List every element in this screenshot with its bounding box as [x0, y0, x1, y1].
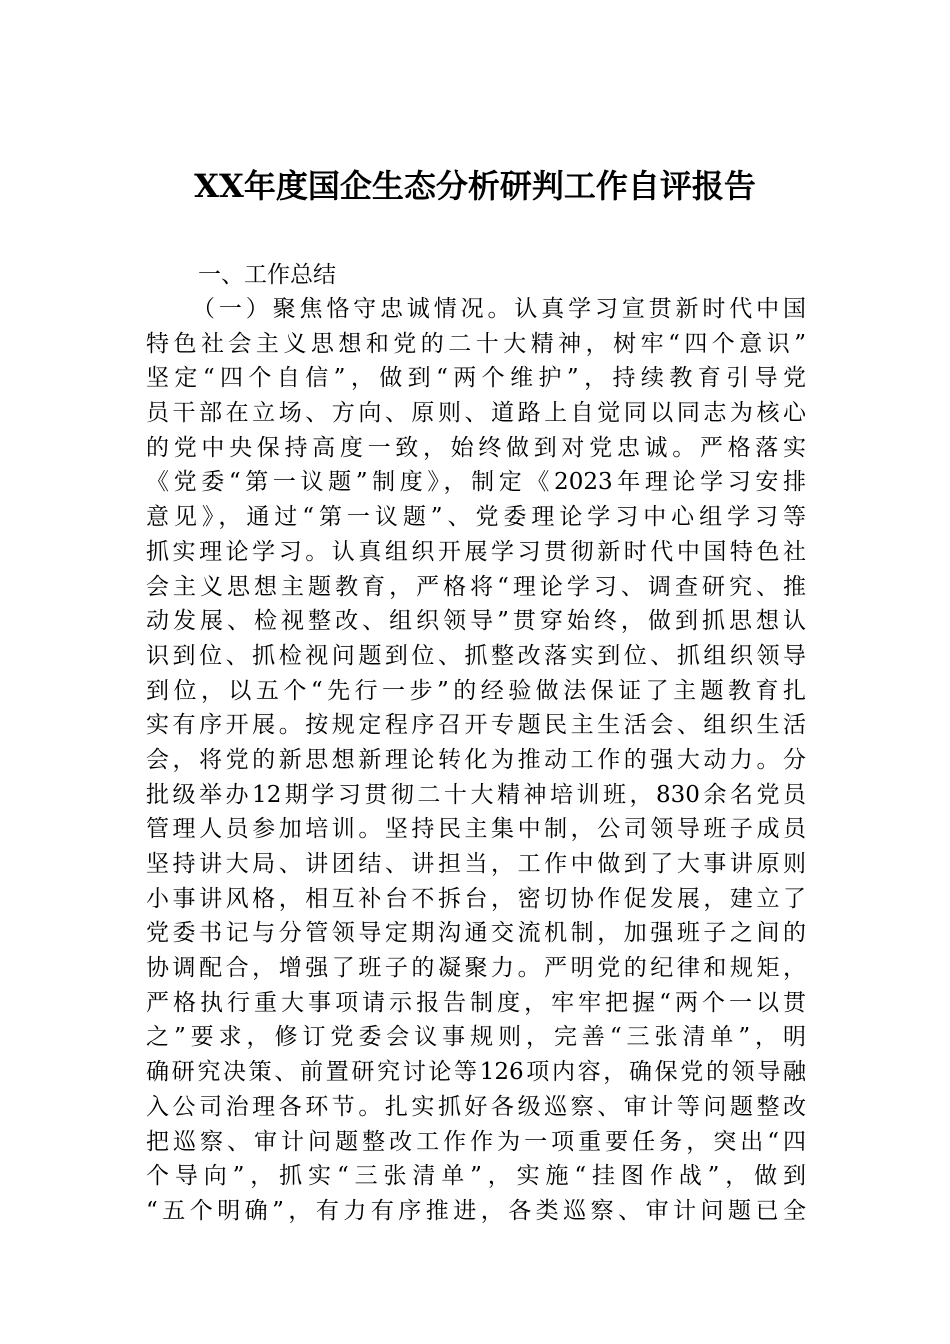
paragraph-line: 特色社会主义思想和党的二十大精神，树牢“四个意识” — [146, 330, 806, 357]
paragraph-line: 把巡察、审计问题整改工作作为一项重要任务，突出“四 — [146, 1128, 806, 1155]
paragraph-line: 《党委“第一议题”制度》，制定《2023年理论学习安排 — [146, 469, 806, 496]
paragraph-line: 实有序开展。按规定程序召开专题民主生活会、组织生活 — [146, 712, 806, 739]
paragraph-line: （一）聚焦恪守忠诚情况。认真学习宣贯新时代中国 — [192, 296, 806, 322]
paragraph-line: 批级举办12期学习贯彻二十大精神培训班，830余名党员 — [146, 781, 806, 808]
paragraph-line: 严格执行重大事项请示报告制度，牢牢把握“两个一以贯 — [146, 989, 806, 1016]
paragraph-line: 抓实理论学习。认真组织开展学习贯彻新时代中国特色社 — [146, 538, 806, 565]
paragraph-line: 协调配合，增强了班子的凝聚力。严明党的纪律和规矩， — [146, 955, 806, 982]
paragraph-line: 的党中央保持高度一致，始终做到对党忠诚。严格落实 — [146, 434, 806, 461]
paragraph-line: 个导向”，抓实“三张清单”，实施“挂图作战”，做到 — [146, 1163, 806, 1190]
paragraph-line: 动发展、检视整改、组织领导”贯穿始终，做到抓思想认 — [146, 608, 806, 635]
paragraph-line: 之”要求，修订党委会议事规则，完善“三张清单”，明 — [146, 1024, 806, 1051]
paragraph-line: 到位，以五个“先行一步”的经验做法保证了主题教育扎 — [146, 677, 806, 704]
paragraph-line: 小事讲风格，相互补台不拆台，密切协作促发展，建立了 — [146, 885, 806, 912]
paragraph-line: “五个明确”，有力有序推进，各类巡察、审计问题已全 — [146, 1197, 806, 1224]
paragraph-line: 管理人员参加培训。坚持民主集中制，公司领导班子成员 — [146, 816, 806, 843]
paragraph-line: 识到位、抓检视问题到位、抓整改落实到位、抓组织领导 — [146, 642, 806, 669]
paragraph-line: 入公司治理各环节。扎实抓好各级巡察、审计等问题整改 — [146, 1093, 806, 1120]
paragraph-line: 会主义思想主题教育，严格将“理论学习、调查研究、推 — [146, 573, 806, 600]
body-paragraph — [146, 292, 806, 1229]
paragraph-line: 会，将党的新思想新理论转化为推动工作的强大动力。分 — [146, 746, 806, 773]
paragraph-line: 确研究决策、前置研究讨论等126项内容，确保党的领导融 — [146, 1059, 806, 1086]
paragraph-line: 党委书记与分管领导定期沟通交流机制，加强班子之间的 — [146, 920, 806, 947]
paragraph-line: 坚持讲大局、讲团结、讲担当，工作中做到了大事讲原则 — [146, 851, 806, 877]
paragraph-line: 意见》，通过“第一议题”、党委理论学习中心组学习等 — [146, 504, 806, 531]
section-heading: 一、工作总结 — [198, 262, 336, 288]
paragraph-line: 坚定“四个自信”，做到“两个维护”，持续教育引导党 — [146, 365, 806, 392]
paragraph-line: 员干部在立场、方向、原则、道路上自觉同以同志为核心 — [146, 400, 806, 427]
document-title: XX年度国企生态分析研判工作自评报告 — [194, 167, 756, 205]
